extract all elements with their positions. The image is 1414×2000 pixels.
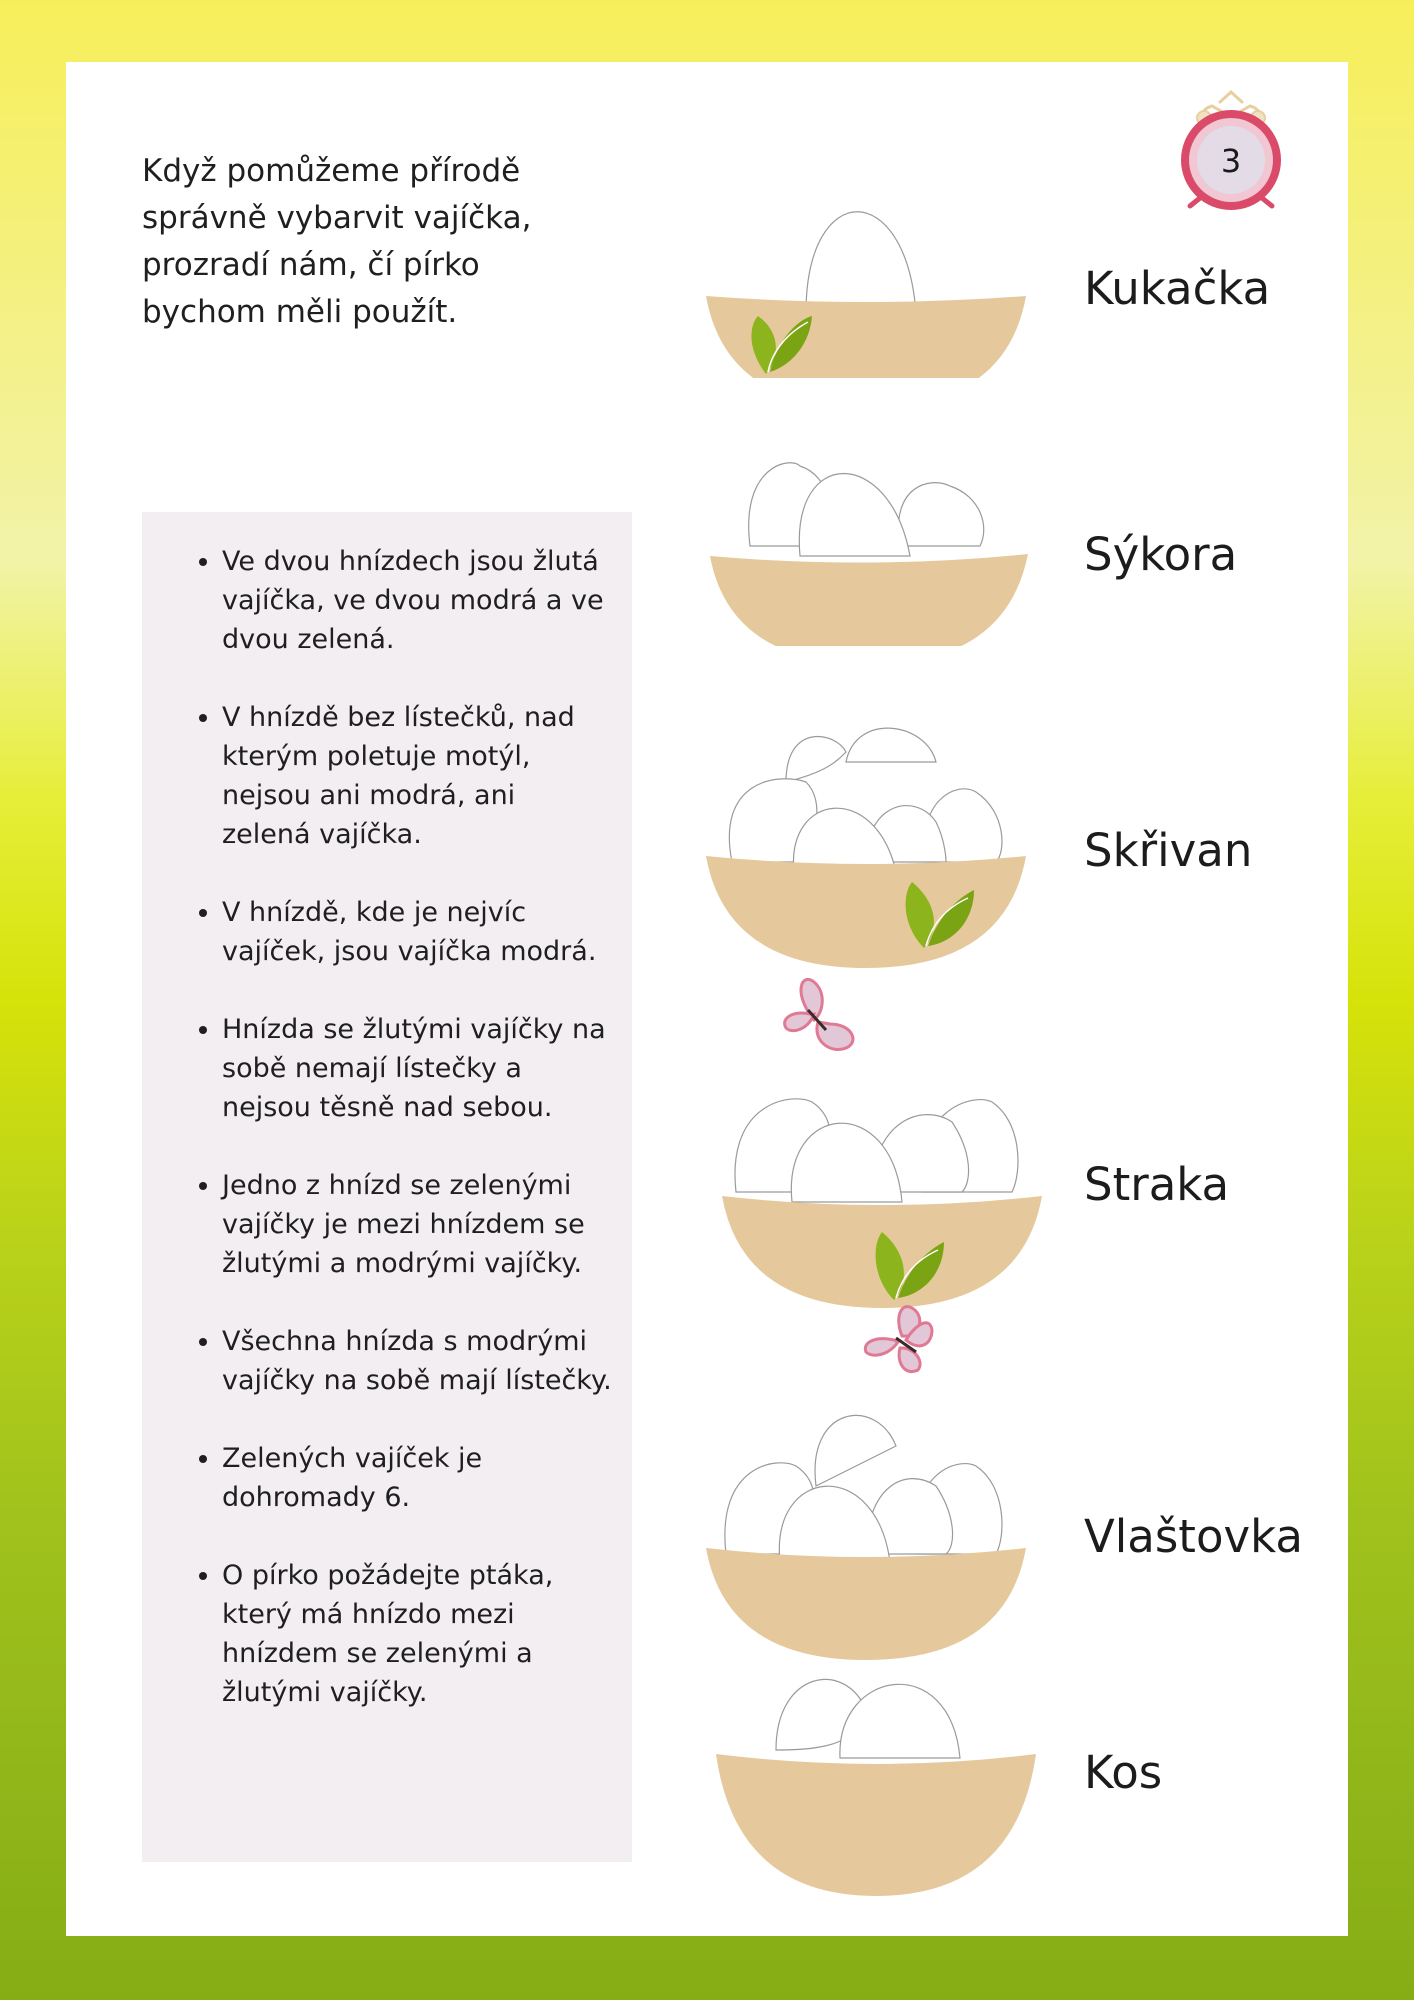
clue-list — [142, 542, 612, 1712]
egg-icon[interactable] — [799, 474, 910, 557]
clue-item: • Jedno z hnízd se zelenými vajíčky je mezi hnízdem se žlutými a modrými vajíčky. — [222, 1166, 612, 1283]
egg-icon[interactable] — [806, 212, 916, 313]
egg-icon[interactable] — [815, 1415, 896, 1486]
clue-box — [142, 512, 632, 1862]
nest-sykora[interactable] — [710, 406, 1050, 646]
nest-kos[interactable] — [716, 1650, 1056, 1900]
clock-badge — [1176, 82, 1286, 216]
butterfly-icon — [785, 979, 853, 1049]
clue-item: • Ve dvou hnízdech jsou žlutá vajíčka, ve dvou modrá a ve dvou zelená. — [222, 542, 612, 659]
clue-item: • V hnízdě bez lístečků, nad kterým poletuje motýl, nejsou ani modrá, ani zelená vajíčka. — [222, 698, 612, 854]
worksheet-page — [66, 62, 1348, 1936]
bird-name-skrivan: Skřivan — [1084, 824, 1253, 877]
bird-name-sykora: Sýkora — [1084, 528, 1238, 581]
alarm-clock-icon — [1176, 82, 1286, 212]
egg-icon[interactable] — [846, 728, 936, 762]
egg-icon[interactable] — [786, 737, 846, 782]
egg-icon[interactable] — [898, 483, 983, 546]
nest-vlastovka[interactable] — [706, 1286, 1046, 1666]
butterfly-icon — [865, 1307, 932, 1372]
nest-bowl — [716, 1754, 1036, 1896]
nest-bowl — [710, 554, 1028, 646]
clue-item: • Hnízda se žlutými vajíčky na sobě nemají lístečky a nejsou těsně nad sebou. — [222, 1010, 612, 1127]
nest-bowl — [706, 1548, 1026, 1660]
bird-name-straka: Straka — [1084, 1158, 1230, 1211]
bird-name-vlastovka: Vlaštovka — [1084, 1510, 1303, 1563]
nest-skrivan[interactable] — [706, 662, 1046, 972]
clue-item: • V hnízdě, kde je nejvíc vajíček, jsou vajíčka modrá. — [222, 893, 612, 971]
clue-item: • Zelených vajíček je dohromady 6. — [222, 1439, 612, 1517]
nest-kukacka[interactable] — [706, 158, 1046, 378]
clue-item: • Všechna hnízda s modrými vajíčky na sobě mají lístečky. — [222, 1322, 612, 1400]
intro-text: Když pomůžeme přírodě správně vybarvit vajíčka, prozradí nám, čí pírko bychom měli použít. — [142, 153, 532, 330]
clue-item: • O pírko požádejte ptáka, který má hnízdo mezi hnízdem se zelenými a žlutými vajíčky. — [222, 1556, 612, 1712]
bird-name-kos: Kos — [1084, 1746, 1163, 1799]
nest-straka[interactable] — [722, 952, 1062, 1312]
page-number: 3 — [1220, 142, 1242, 180]
bird-name-kukacka: Kukačka — [1084, 262, 1271, 315]
